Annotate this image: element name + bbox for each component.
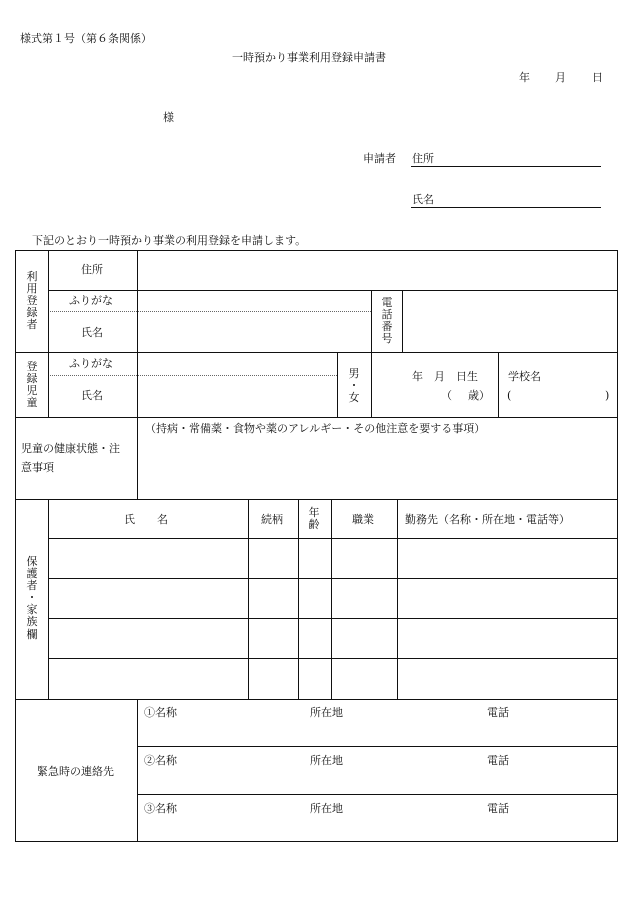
family-col-age: 年 齢 xyxy=(308,506,320,532)
family-col-workplace: 勤務先（名称・所在地・電話等） xyxy=(405,513,570,526)
registrant-name-label: 氏名 xyxy=(81,326,103,339)
col-divider xyxy=(298,499,299,699)
emergency-1-name-label: ①名称 xyxy=(144,706,177,719)
child-sex-label[interactable]: 男 ・ 女 xyxy=(348,367,360,405)
applicant-address-field[interactable] xyxy=(411,166,601,167)
col-divider xyxy=(397,499,398,699)
applicant-address-label: 住所 xyxy=(412,152,434,165)
registrant-address-label: 住所 xyxy=(81,263,103,276)
emergency-3-location-label: 所在地 xyxy=(310,802,343,815)
col-divider xyxy=(337,352,338,417)
health-notes-input[interactable] xyxy=(146,440,608,494)
child-age-open: （ xyxy=(441,389,452,402)
family-row-input[interactable] xyxy=(52,662,244,694)
form-number: 様式第１号（第６条関係） xyxy=(20,32,152,45)
emergency-label: 緊急時の連絡先 xyxy=(37,765,114,778)
row-divider xyxy=(48,618,618,619)
col-divider xyxy=(137,250,138,352)
child-school-close: ) xyxy=(605,389,610,402)
registrant-phone-input[interactable] xyxy=(410,295,610,347)
child-name-label: 氏名 xyxy=(81,389,103,402)
date-day-label: 日 xyxy=(592,71,603,84)
emergency-1-input[interactable] xyxy=(144,722,610,742)
row-divider xyxy=(48,538,618,539)
family-col-relation: 続柄 xyxy=(261,513,283,526)
emergency-3-input[interactable] xyxy=(144,818,610,838)
row-divider xyxy=(15,499,618,500)
registrant-section-label: 利 用 登 録 者 xyxy=(26,270,38,332)
furigana-divider xyxy=(48,375,337,376)
page-title: 一時預かり事業利用登録申請書 xyxy=(232,51,386,64)
child-school-input[interactable] xyxy=(517,388,597,404)
registrant-furigana-input[interactable] xyxy=(146,293,364,309)
date-year-label: 年 xyxy=(519,71,530,84)
emergency-2-location-label: 所在地 xyxy=(310,754,343,767)
child-birthdate-label: 年 月 日生 xyxy=(412,370,478,383)
emergency-2-input[interactable] xyxy=(144,770,610,790)
child-school-open: ( xyxy=(507,389,512,402)
date-month-label: 月 xyxy=(555,71,566,84)
applicant-name-field[interactable] xyxy=(411,207,601,208)
child-furigana-input[interactable] xyxy=(146,356,331,372)
intro-text: 下記のとおり一時預かり事業の利用登録を申請します。 xyxy=(32,234,307,247)
child-furigana-label: ふりがな xyxy=(69,357,113,370)
child-name-input[interactable] xyxy=(146,379,331,413)
row-divider xyxy=(48,290,618,291)
applicant-name-label: 氏名 xyxy=(412,193,434,206)
col-divider xyxy=(371,352,372,417)
row-divider xyxy=(15,417,618,418)
col-divider xyxy=(137,417,138,499)
registrant-phone-label: 電 話 番 号 xyxy=(381,296,393,346)
col-divider xyxy=(48,352,49,417)
row-divider xyxy=(48,658,618,659)
row-divider xyxy=(137,746,618,747)
col-divider xyxy=(331,499,332,699)
child-section-label: 登 録 児 童 xyxy=(26,360,38,410)
row-divider xyxy=(15,352,618,353)
registrant-furigana-label: ふりがな xyxy=(69,294,113,307)
emergency-2-name-label: ②名称 xyxy=(144,754,177,767)
health-label-line2: 意事項 xyxy=(21,461,54,474)
family-col-name: 氏 名 xyxy=(124,513,168,526)
family-section-label: 保 護 者 ・ 家 族 欄 xyxy=(26,555,38,641)
child-school-label: 学校名 xyxy=(508,370,541,383)
col-divider xyxy=(248,499,249,699)
col-divider xyxy=(137,352,138,417)
family-row-input[interactable] xyxy=(52,582,244,614)
emergency-3-name-label: ③名称 xyxy=(144,802,177,815)
row-divider xyxy=(137,794,618,795)
row-divider xyxy=(48,578,618,579)
emergency-1-phone-label: 電話 xyxy=(487,706,509,719)
family-row-input[interactable] xyxy=(52,542,244,574)
furigana-divider xyxy=(48,311,371,312)
emergency-3-phone-label: 電話 xyxy=(487,802,509,815)
family-col-job: 職業 xyxy=(352,513,374,526)
col-divider xyxy=(498,352,499,417)
row-divider xyxy=(15,699,618,700)
registrant-name-input[interactable] xyxy=(146,315,364,347)
col-divider xyxy=(137,699,138,842)
col-divider xyxy=(402,290,403,352)
health-hint: （持病・常備薬・食物や薬のアレルギー・その他注意を要する事項） xyxy=(145,422,486,435)
applicant-label: 申請者 xyxy=(363,152,396,165)
col-divider xyxy=(48,499,49,699)
addressee-suffix: 様 xyxy=(163,111,174,124)
health-label-line1: 児童の健康状態・注 xyxy=(21,442,120,455)
emergency-2-phone-label: 電話 xyxy=(487,754,509,767)
child-age-label: 歳） xyxy=(468,389,490,402)
family-row-input[interactable] xyxy=(52,622,244,654)
col-divider xyxy=(371,290,372,352)
registrant-address-input[interactable] xyxy=(146,258,608,284)
col-divider xyxy=(48,250,49,352)
emergency-1-location-label: 所在地 xyxy=(310,706,343,719)
